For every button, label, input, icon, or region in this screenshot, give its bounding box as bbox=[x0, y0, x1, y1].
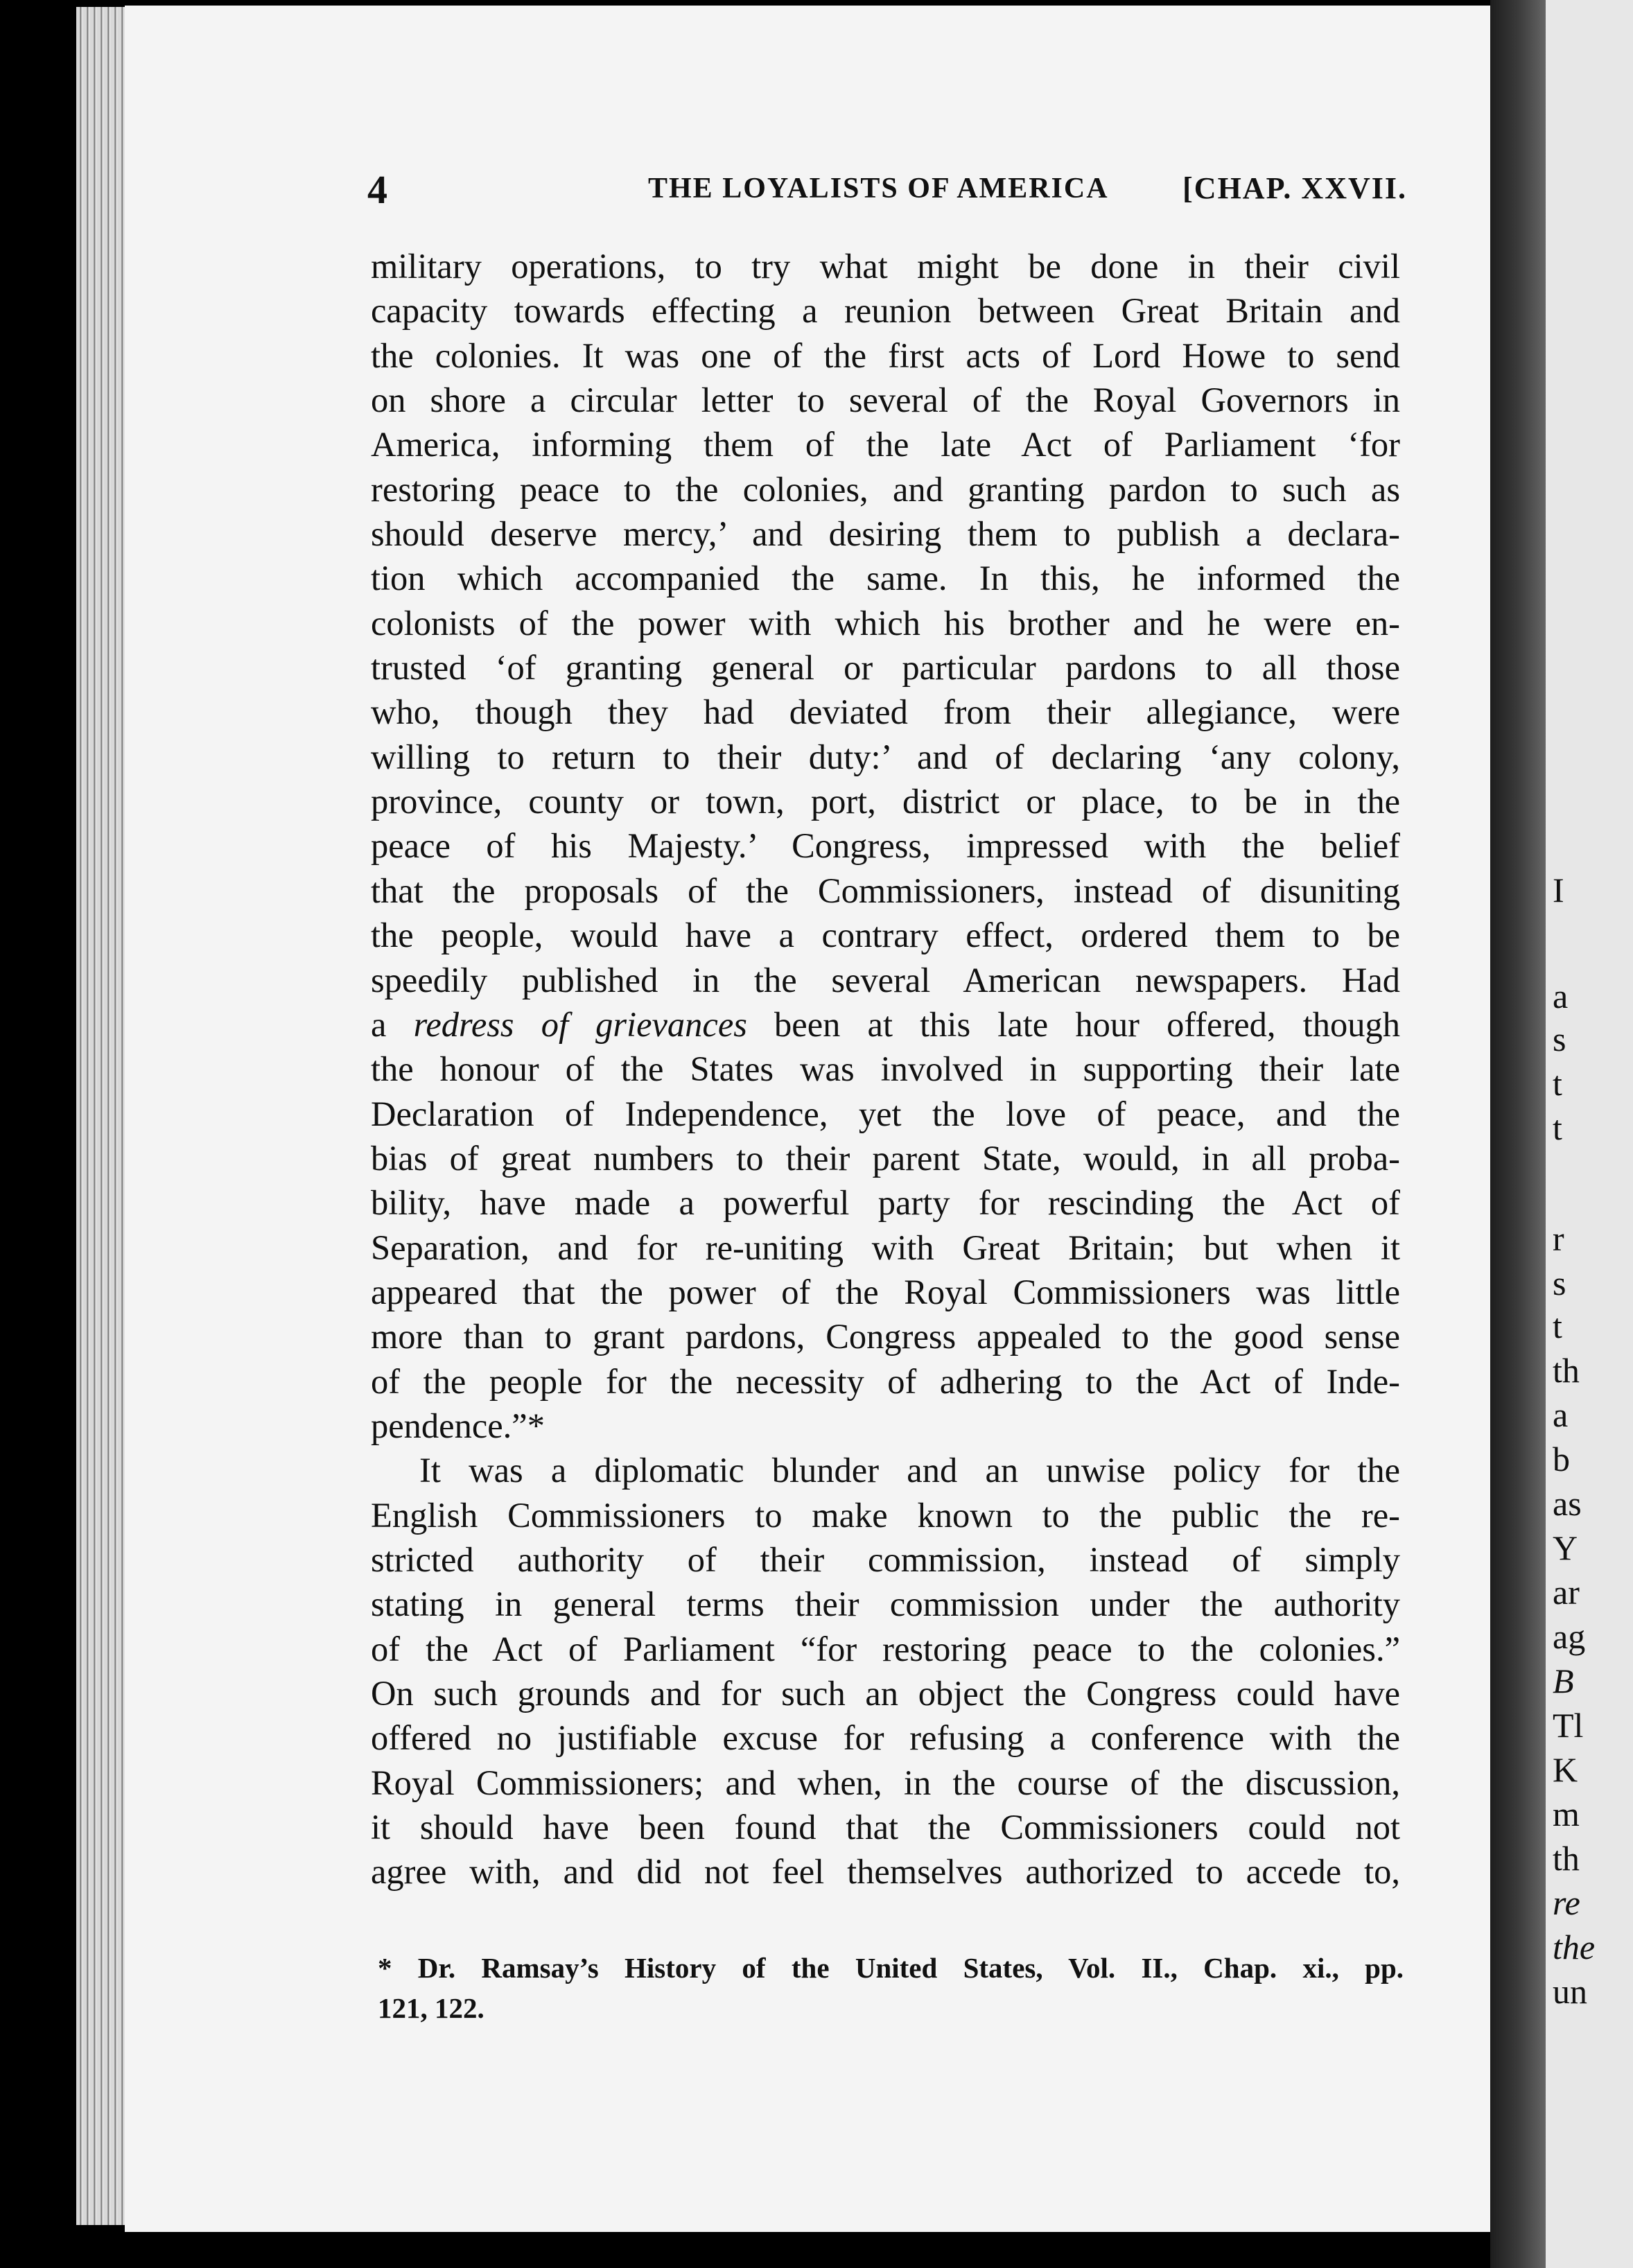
text-line: the honour of the States was involved in supporting their late bbox=[371, 1049, 1400, 1089]
text-line: bias of great numbers to their parent State, would, in all proba- bbox=[371, 1138, 1400, 1178]
facing-page-fragment: the bbox=[1553, 1928, 1596, 1966]
facing-page-fragment: th bbox=[1553, 1839, 1580, 1878]
text-line: colonists of the power with which his brother and he were en- bbox=[371, 603, 1400, 643]
text-line: Royal Commissioners; and when, in the course of the discussion, bbox=[371, 1763, 1400, 1802]
text-segment: a bbox=[371, 1004, 414, 1044]
facing-page-fragment: t bbox=[1553, 1064, 1562, 1103]
text-line: tion which accompanied the same. In this, he informed the bbox=[371, 559, 1400, 598]
text-line: should deserve mercy,’ and desiring them to publish a declara- bbox=[371, 514, 1400, 554]
facing-page-fragment: as bbox=[1553, 1484, 1582, 1523]
facing-page-fragment: ar bbox=[1553, 1573, 1580, 1612]
facing-page-fragment: s bbox=[1553, 1020, 1566, 1058]
facing-page-fragment: b bbox=[1553, 1440, 1570, 1478]
body-text bbox=[371, 244, 1400, 1894]
facing-page-fragment: Tl bbox=[1553, 1706, 1584, 1745]
footnote bbox=[378, 1948, 1404, 2028]
text-line: on shore a circular letter to several of the Royal Governors in bbox=[371, 381, 1400, 420]
facing-page-fragment: s bbox=[1553, 1264, 1566, 1302]
text-line: more than to grant pardons, Congress appealed to the good sense bbox=[371, 1317, 1400, 1357]
text-line: pendence.”* bbox=[371, 1406, 545, 1445]
running-header bbox=[367, 166, 1407, 215]
text-line: the people, would have a contrary effect, ordered them to be bbox=[371, 916, 1400, 955]
text-segment: been at this late hour offered, though bbox=[746, 1004, 1401, 1044]
facing-page-fragment: Y bbox=[1553, 1528, 1578, 1567]
text-line: who, though they had deviated from their allegiance, were bbox=[371, 692, 1400, 732]
page-number: 4 bbox=[367, 167, 387, 212]
facing-page-fragment: t bbox=[1553, 1307, 1562, 1345]
facing-page-fragment: a bbox=[1553, 977, 1569, 1015]
text-line: offered no justifiable excuse for refusing a conference with the bbox=[371, 1718, 1400, 1758]
facing-page-edge bbox=[1546, 0, 1633, 2268]
page-edges bbox=[76, 7, 132, 2225]
chapter-label: [CHAP. XXVII. bbox=[1182, 171, 1407, 205]
text-line: appeared that the power of the Royal Commissioners was little bbox=[371, 1272, 1400, 1311]
text-line: peace of his Majesty.’ Congress, impressed with the belief bbox=[371, 826, 1400, 866]
text-line: willing to return to their duty:’ and of declaring ‘any colony, bbox=[371, 737, 1400, 776]
text-line: America, informing them of the late Act of Parliament ‘for bbox=[371, 425, 1400, 464]
running-title: THE LOYALISTS OF AMERICA bbox=[648, 173, 1109, 204]
text-line: Separation, and for re-uniting with Great Britain; but when it bbox=[371, 1228, 1400, 1267]
facing-page-fragment: ag bbox=[1553, 1617, 1586, 1656]
facing-page-fragment: th bbox=[1553, 1351, 1580, 1390]
text-line: of the Act of Parliament “for restoring peace to the colonies.” bbox=[371, 1629, 1400, 1668]
italic-phrase: redress of grievances bbox=[413, 1004, 747, 1044]
facing-page-fragment: re bbox=[1553, 1883, 1580, 1922]
facing-page-fragment: K bbox=[1553, 1750, 1578, 1789]
text-line: restoring peace to the colonies, and granting pardon to such as bbox=[371, 469, 1400, 509]
paragraph-start-line: It was a diplomatic blunder and an unwise policy for the bbox=[419, 1451, 1400, 1490]
footnote-line: * Dr. Ramsay’s History of the United States, Vol. II., Chap. xi., pp. bbox=[378, 1952, 1404, 1984]
text-line: capacity towards effecting a reunion between Great Britain and bbox=[371, 291, 1400, 331]
facing-page-fragment: t bbox=[1553, 1108, 1562, 1147]
text-line: trusted ‘of granting general or particular pardons to all those bbox=[371, 648, 1400, 688]
text-line: military operations, to try what might be done in their civil bbox=[371, 247, 1400, 286]
text-line: of the people for the necessity of adhering to the Act of Inde- bbox=[371, 1361, 1400, 1401]
text-line: the colonies. It was one of the first acts of Lord Howe to send bbox=[371, 335, 1400, 375]
text-line: Declaration of Independence, yet the love of peace, and the bbox=[371, 1094, 1400, 1133]
facing-page-fragment: B bbox=[1553, 1661, 1574, 1700]
facing-page-fragment: a bbox=[1553, 1395, 1569, 1434]
text-line: province, county or town, port, district or place, to be in the bbox=[371, 782, 1400, 821]
text-line: bility, have made a powerful party for rescinding the Act of bbox=[371, 1183, 1400, 1223]
facing-page-fragment: I bbox=[1553, 871, 1564, 909]
footnote-line: 121, 122. bbox=[378, 1992, 484, 2024]
text-line: stricted authority of their commission, instead of simply bbox=[371, 1539, 1400, 1579]
text-line: speedily published in the several American newspapers. Had bbox=[371, 960, 1400, 1000]
text-line: agree with, and did not feel themselves authorized to accede to, bbox=[371, 1852, 1400, 1892]
text-line: it should have been found that the Commissioners could not bbox=[371, 1808, 1400, 1847]
text-line: that the proposals of the Commissioners, instead of disuniting bbox=[371, 871, 1400, 910]
facing-page-fragment: r bbox=[1553, 1219, 1564, 1258]
facing-page-fragment: m bbox=[1553, 1795, 1580, 1833]
text-line-with-italic bbox=[371, 1002, 1400, 1047]
text-line: English Commissioners to make known to the public the re- bbox=[371, 1495, 1400, 1535]
text-line: stating in general terms their commission under the authority bbox=[371, 1585, 1400, 1624]
facing-page-fragment: un bbox=[1553, 1972, 1587, 2011]
text-line: On such grounds and for such an object the Congress could have bbox=[371, 1674, 1400, 1713]
